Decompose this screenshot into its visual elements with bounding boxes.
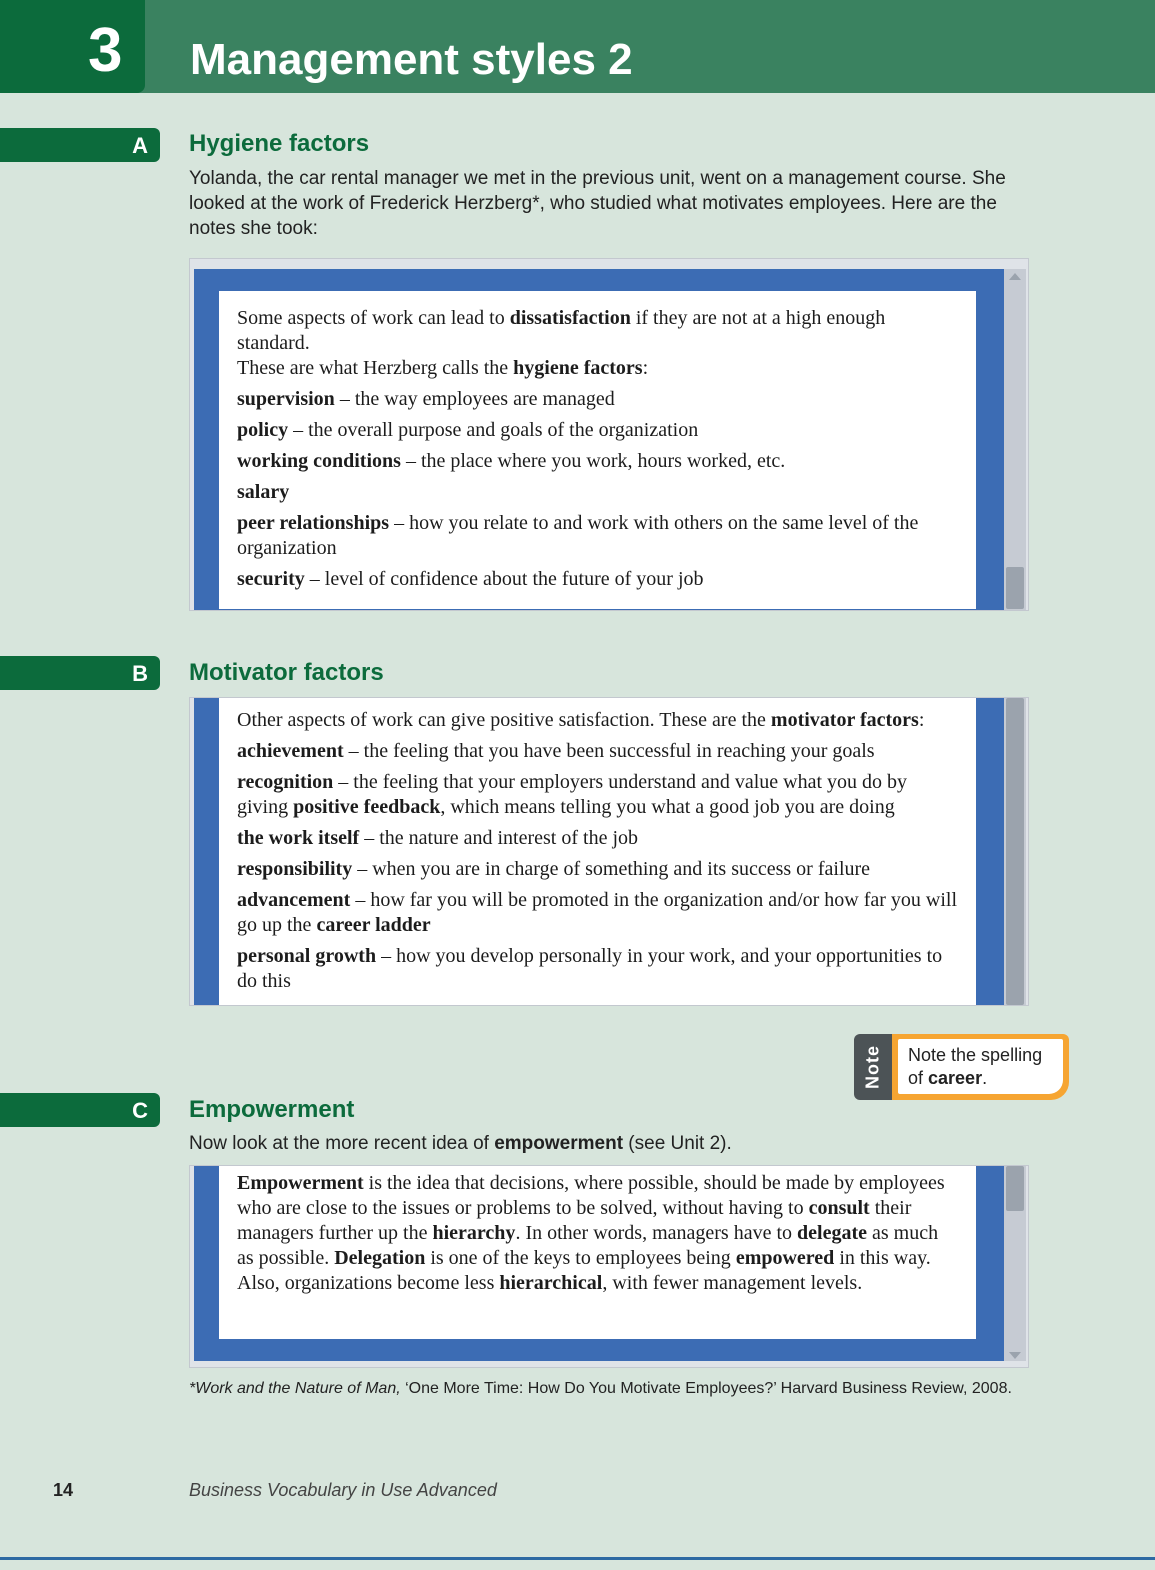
note-text: Note the spelling of career. [898,1039,1063,1094]
page-number: 14 [53,1480,74,1500]
list-item: achievement – the feeling that you have been successful in reaching your goals [237,740,875,762]
hygiene-notes-document [189,258,1029,611]
section-c-title: Empowerment [189,1096,355,1123]
section-letter: C [132,1098,148,1123]
doc-paragraph: Other aspects of work can give positive satisfaction. These are the motivator factors: [237,709,925,731]
unit-number-box [0,0,145,93]
doc-paragraph: These are what Herzberg calls the hygiene factors: [237,357,649,379]
list-item: peer relationships – how you relate to and work with others on the same level of the organization [237,512,919,559]
section-a-title: Hygiene factors [189,130,370,157]
scroll-down-arrow-icon[interactable] [1009,1352,1021,1359]
list-item: policy – the overall purpose and goals of the organization [237,419,699,441]
note-border [892,1034,1069,1100]
vertical-scrollbar[interactable] [1004,698,1026,1005]
bottom-rule [0,1557,1155,1560]
section-a-intro: Yolanda, the car rental manager we met in the previous unit, went on a management course. She looked at the work of Frederick Herzberg*, who studied what motivates employees. Here are the notes she took: [189,168,1006,239]
note-label: Note [854,1034,892,1100]
doc-paragraph: Empowerment is the idea that decisions, where possible, should be made by employees who are close to the issues or problems to be solved, without having to consult their managers further up the hierarchy. In other words, managers have to delegate as much as possible. Delegation is one of the keys to employees being empowered in this way. Also, organizations become less hierarchical, with fewer management levels. [237,1172,945,1294]
list-item: personal growth – how you develop personally in your work, and your opportunities to do this [237,945,943,992]
section-b-title: Motivator factors [189,659,384,686]
vertical-scrollbar[interactable] [1004,269,1026,610]
section-letter: A [132,133,148,158]
scrollbar-thumb[interactable] [1006,1166,1024,1211]
list-item: salary [237,481,290,503]
section-b-tab [0,656,160,690]
scrollbar-thumb[interactable] [1006,567,1024,609]
empowerment-document [189,1165,1029,1368]
unit-header [0,0,1155,93]
list-item: the work itself – the nature and interest of the job [237,827,639,849]
list-item: working conditions – the place where you work, hours worked, etc. [237,450,786,472]
scrollbar-thumb[interactable] [1006,698,1024,1005]
footnote: *Work and the Nature of Man, ‘One More Time: How Do You Motivate Employees?’ Harvard Business Review, 2008. [189,1380,1012,1397]
list-item: advancement – how far you will be promoted in the organization and/or how far you will go up the career ladder [237,889,958,936]
list-item: recognition – the feeling that your employers understand and value what you do by giving positive feedback, which means telling you what a good job you are doing [237,771,908,818]
unit-title: Management styles 2 [190,35,633,84]
unit-number: 3 [88,16,123,85]
document-page [219,1166,976,1339]
section-c-tab [0,1093,160,1127]
section-letter: B [132,661,148,686]
book-title: Business Vocabulary in Use Advanced [189,1480,497,1500]
document-page [219,698,976,1005]
section-c-intro: Now look at the more recent idea of empowerment (see Unit 2). [189,1133,732,1154]
scroll-up-arrow-icon[interactable] [1009,273,1021,280]
list-item: responsibility – when you are in charge of something and its success or failure [237,858,871,880]
list-item: supervision – the way employees are managed [237,388,615,410]
section-a-tab [0,128,160,162]
document-page [219,291,976,609]
note-box [854,1034,1069,1100]
motivator-notes-document [189,697,1029,1006]
list-item: security – level of confidence about the future of your job [237,568,704,590]
doc-paragraph: Some aspects of work can lead to dissatisfaction if they are not at a high enough standard. [237,307,886,354]
vertical-scrollbar[interactable] [1004,1166,1026,1361]
